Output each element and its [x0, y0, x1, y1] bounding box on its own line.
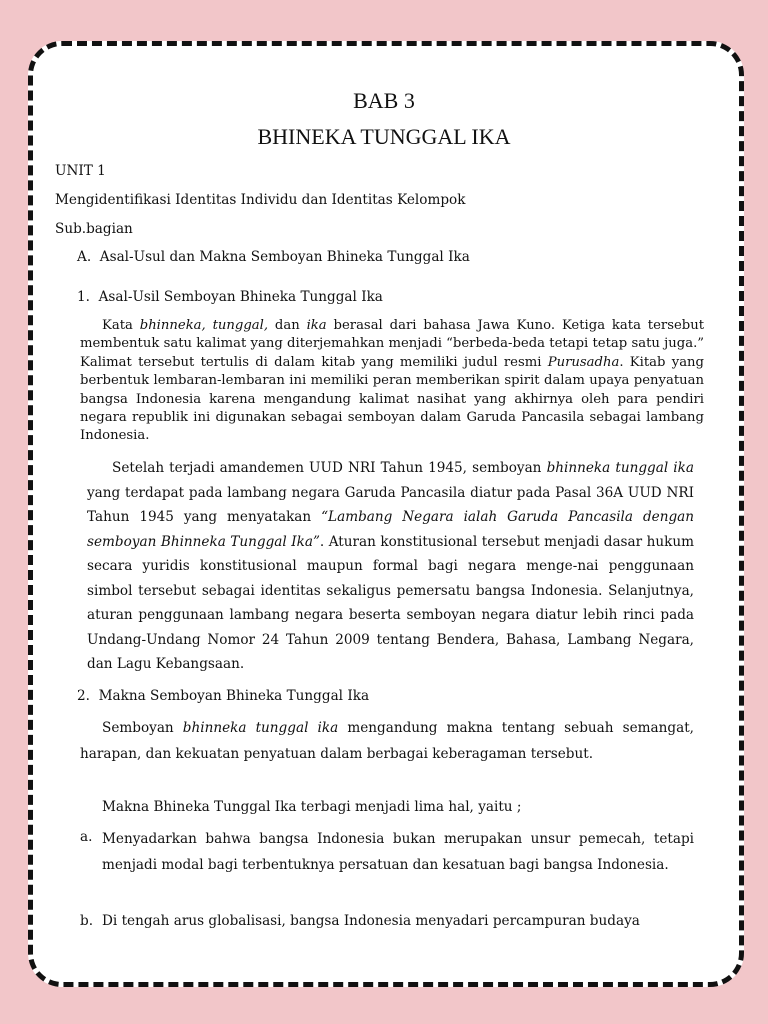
paragraph-amendment: Setelah terjadi amandemen UUD NRI Tahun 1945, semboyan bhinneka tunggal ika yang terdapat pada lambang negara Garuda Pancasila diatur pada Pasal 36A UUD NRI Tahun 1945 yang menyatakan “Lambang Negara ialah Garuda Pancasila dengan semboyan Bhinneka Tunggal Ika”. Aturan konstitusional tersebut menjadi dasar hukum secara yuridis konstitusional maupun formal bagi negara menge-nai penggunaan simbol tersebut sebagai identitas sekaligus pemersatu bangsa Indonesia. Selanjutnya, aturan penggunaan lambang negara beserta semboyan negara diatur lebih rinci pada Undang-Undang Nomor 24 Tahun 2009 tentang Bendera, Bahasa, Lambang Negara, dan Lagu Kebangsaan. — [87, 460, 695, 672]
paragraph-origin: Kata bhinneka, tunggal, dan ika berasal dari bahasa Jawa Kuno. Ketiga kata tersebut membentuk satu kalimat yang diterjemahkan menjadi “berbeda-beda tetapi tetap satu juga.” Kalimat tersebut tertulis di dalam kitab yang memiliki judul resmi Purusadha. Kitab yang berbentuk lembaran-lembaran ini memiliki peran memberikan spirit dalam upaya penyatuan bangsa Indonesia karena mengandung kalimat nasihat yang akhirnya oleh para pendiri negara republik ini digunakan sebagai semboyan dalam Garuda Pancasila sebagai lambang Indonesia. — [80, 318, 705, 444]
paragraph-meaning: Semboyan bhinneka tunggal ika mengandung makna tentang sebuah semangat, harapan, dan kekuatan penyatuan dalam berbagai keberagaman tersebut. — [80, 720, 694, 762]
list-marker-a: a. — [80, 829, 93, 845]
list-marker-b: b. — [80, 913, 94, 929]
section-a-heading: A. Asal-Usul dan Makna Semboyan Bhineka Tunggal Ika — [77, 249, 470, 265]
paragraph-five-meanings: Makna Bhineka Tunggal Ika terbagi menjadi lima hal, yaitu ; — [102, 799, 522, 815]
chapter-title: BHINEKA TUNGGAL IKA — [257, 124, 511, 149]
item-1-heading: 1. Asal-Usil Semboyan Bhineka Tunggal Ika — [77, 289, 383, 305]
subsection-label: Sub.bagian — [55, 221, 133, 237]
list-item-b: Di tengah arus globalisasi, bangsa Indonesia menyadari percampuran budaya — [102, 913, 640, 929]
list-item-a: Menyadarkan bahwa bangsa Indonesia bukan merupakan unsur pemecah, tetapi menjadi modal bagi terbentuknya persatuan dan kesatuan bagi bangsa Indonesia. — [102, 831, 694, 873]
item-2-heading: 2. Makna Semboyan Bhineka Tunggal Ika — [77, 688, 370, 704]
unit-label: UNIT 1 — [55, 163, 106, 179]
unit-title: Mengidentifikasi Identitas Individu dan Identitas Kelompok — [55, 192, 466, 208]
chapter-label: BAB 3 — [353, 88, 415, 113]
